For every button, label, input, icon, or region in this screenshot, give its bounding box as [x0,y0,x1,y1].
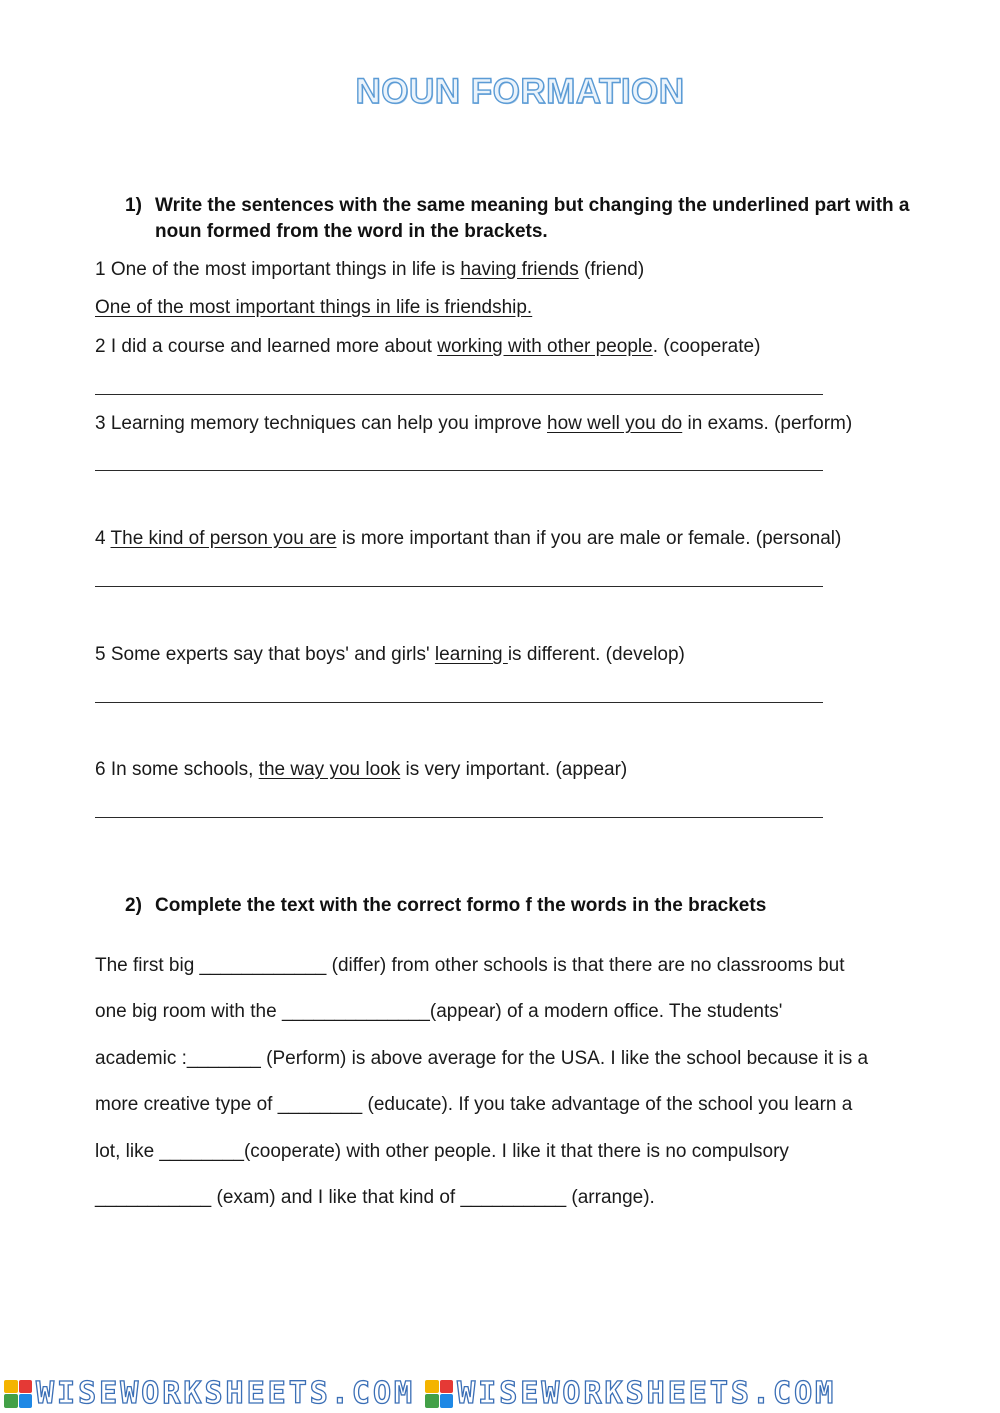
question-6: 6 In some schools, the way you look is very important. (appear) [95,759,628,780]
brand-logo-icon [425,1380,453,1408]
underlined-phrase: The kind of person you are [110,528,337,549]
underlined-phrase: having friends [460,259,579,280]
underlined-phrase: the way you look [258,759,401,780]
paragraph-line[interactable]: academic :_______ (Perform) is above average for the USA. I like the school because it is a [95,1048,869,1069]
underlined-phrase: learning [434,644,508,665]
answer-line-5[interactable] [95,702,823,703]
section-2-heading [125,893,915,919]
paragraph-line[interactable]: more creative type of ________ (educate). If you take advantage of the school you learn a [95,1094,853,1115]
section-1-number: 1) [125,195,142,216]
brand-logo-group [4,1376,415,1411]
paragraph-line[interactable]: The first big ____________ (differ) from other schools is that there are no classrooms but [95,955,845,976]
footer-watermark [0,1374,1000,1413]
underlined-phrase: working with other people [437,336,653,357]
underlined-phrase: how well you do [547,413,683,434]
question-3: 3 Learning memory techniques can help you improve how well you do in exams. (perform) [95,413,853,434]
brand-text: WISEWORKSHEETS.COM [457,1376,837,1411]
page-title: NOUN FORMATION [355,72,685,111]
paragraph-line[interactable]: lot, like ________(cooperate) with other people. I like it that there is no compulsory [95,1141,789,1162]
question-5: 5 Some experts say that boys' and girls' learning is different. (develop) [95,644,685,665]
question-2: 2 I did a course and learned more about working with other people. (cooperate) [95,336,761,357]
section-2-number: 2) [125,895,142,916]
section-1-heading [125,193,915,245]
answer-line-3[interactable] [95,470,823,471]
brand-logo-icon [4,1380,32,1408]
section-2-instruction: Complete the text with the correct formo f the words in the brackets [155,895,767,916]
answer-line-2[interactable] [95,394,823,395]
question-4: 4 The kind of person you are is more important than if you are male or female. (personal) [95,528,842,549]
question-1: 1 One of the most important things in life is having friends (friend) [95,259,645,280]
brand-text: WISEWORKSHEETS.COM [36,1376,416,1411]
paragraph-line[interactable]: one big room with the ______________(appear) of a modern office. The students' [95,1001,783,1022]
example-answer: One of the most important things in life is friendship. [95,297,533,318]
paragraph-line[interactable]: ___________ (exam) and I like that kind of __________ (arrange). [95,1187,655,1208]
answer-line-4[interactable] [95,586,823,587]
answer-line-6[interactable] [95,817,823,818]
section-1-instruction: Write the sentences with the same meaning but changing the underlined part with a noun formed from the word in the brackets. [155,195,910,242]
brand-logo-group [425,1376,836,1411]
